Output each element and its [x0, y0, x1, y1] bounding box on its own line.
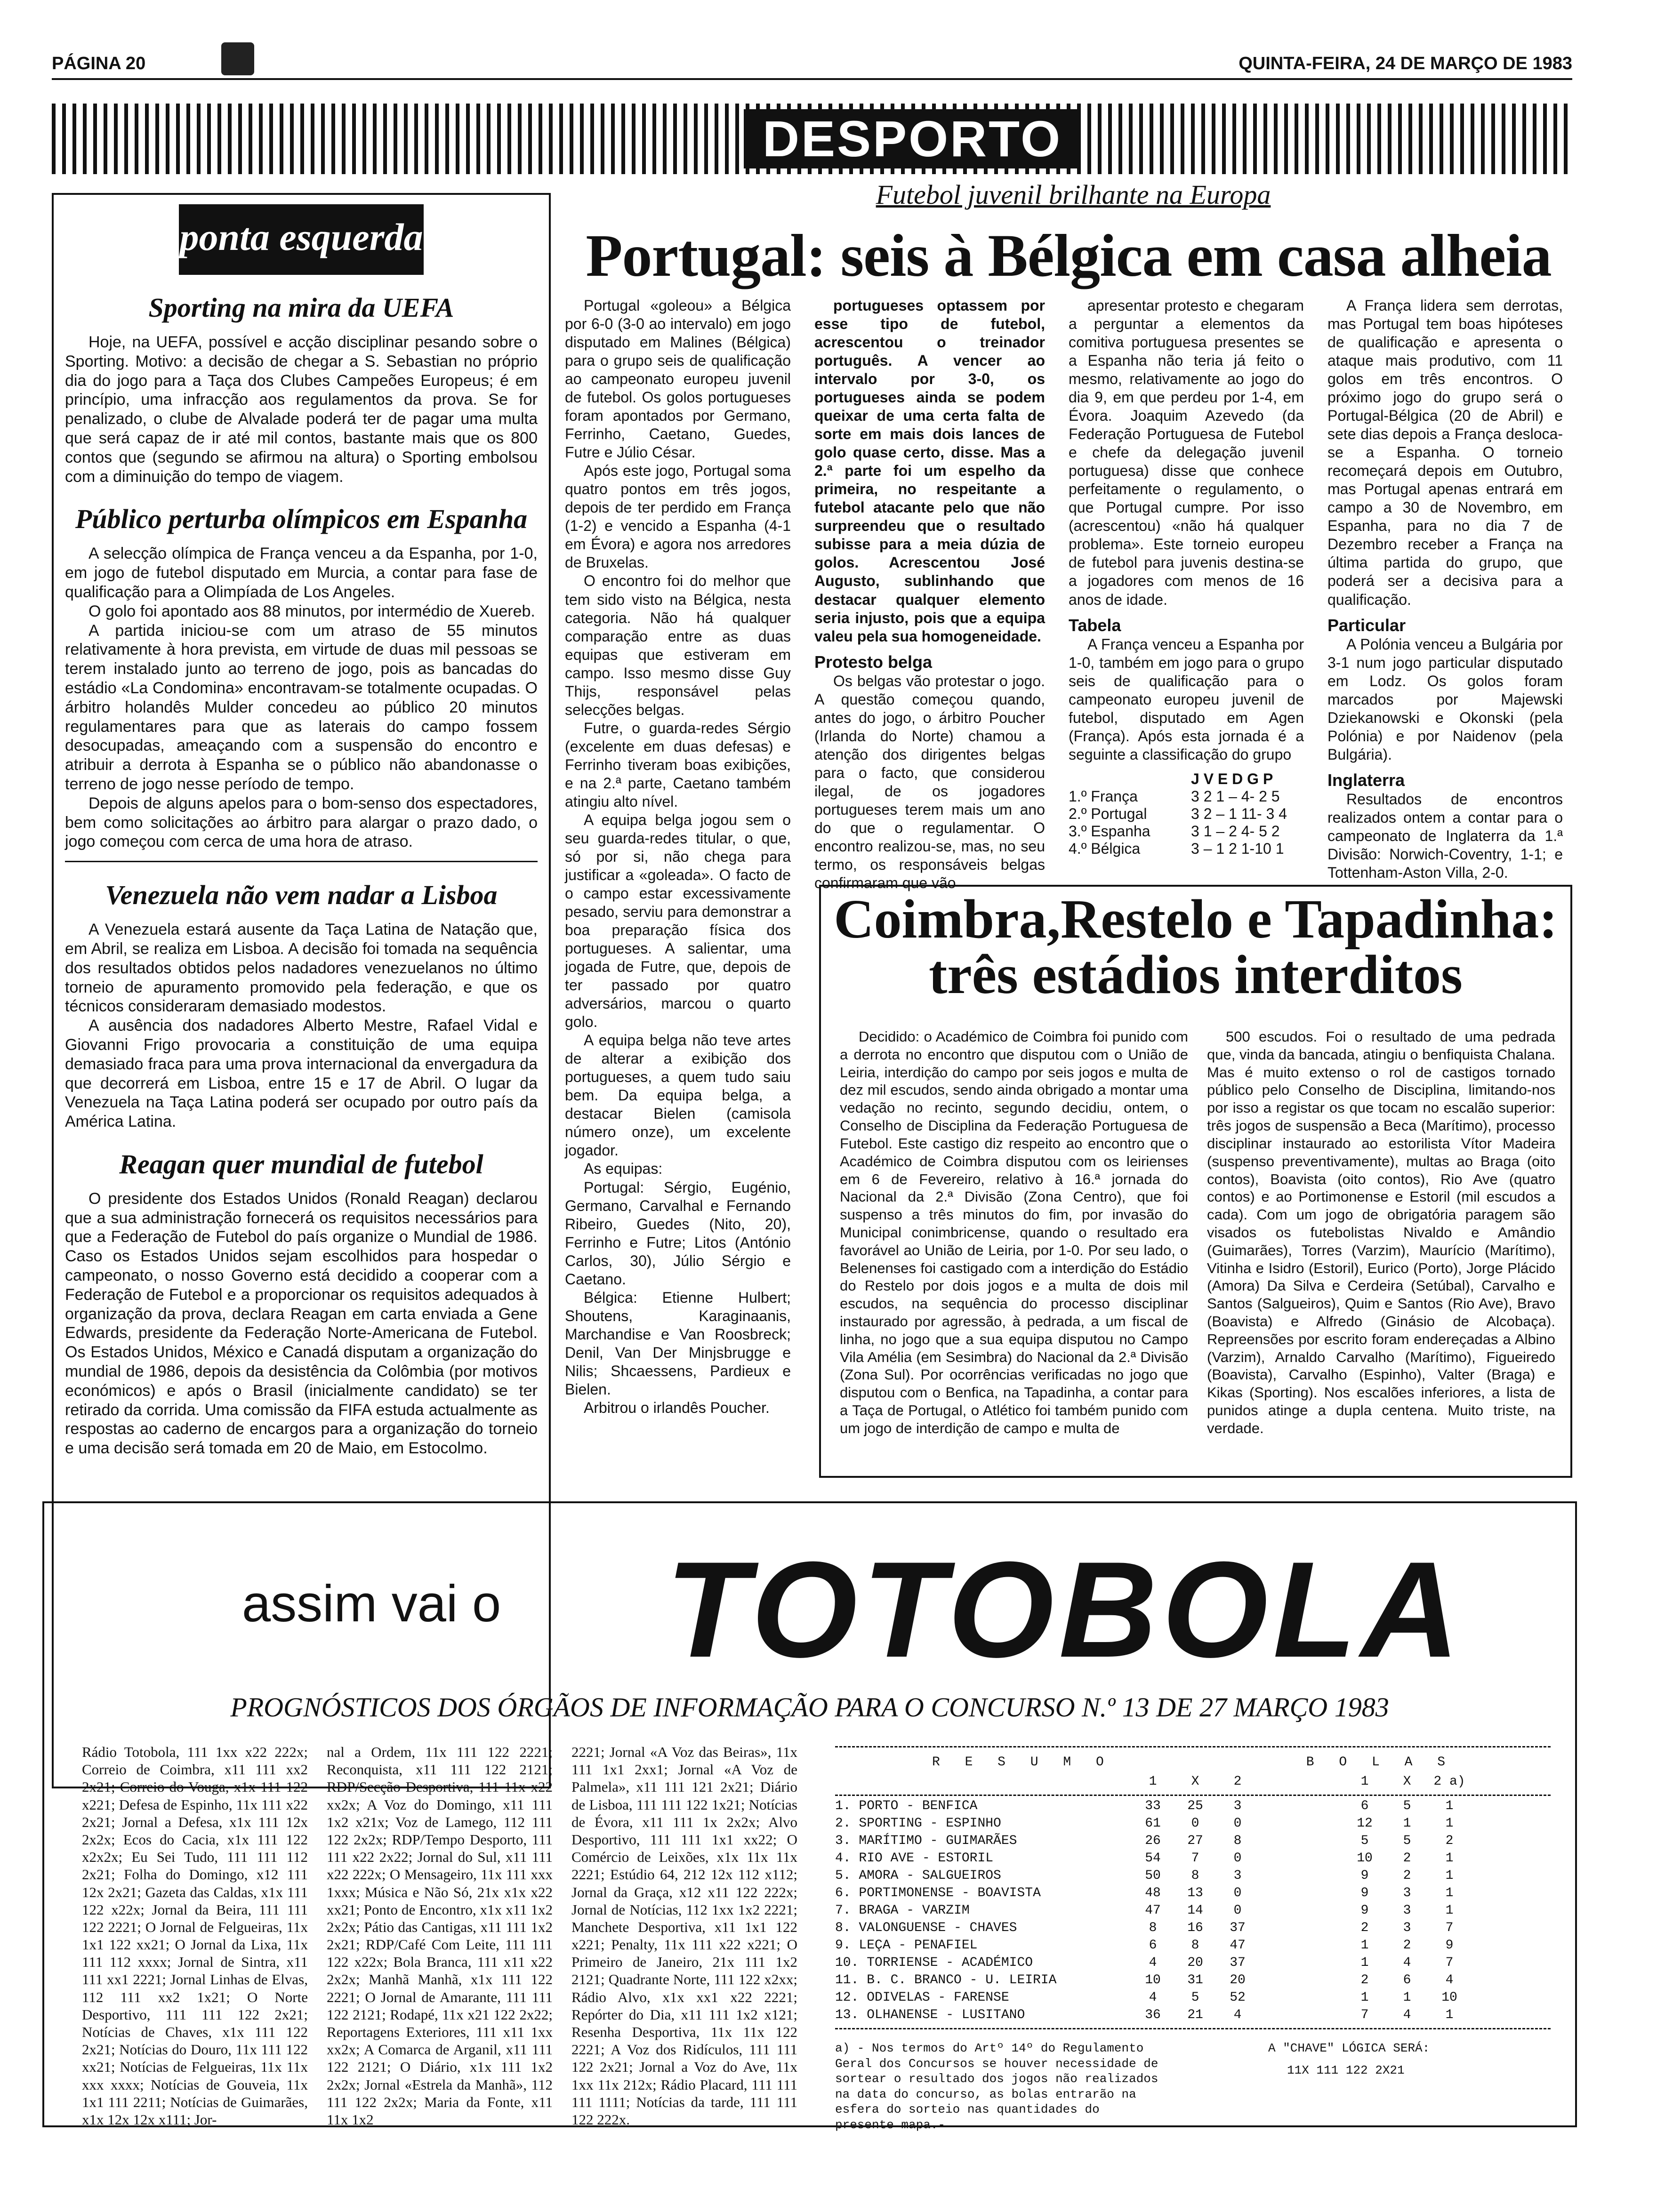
table-row: 1.º França 3 2 1 – 4- 2 5	[1069, 787, 1280, 805]
resumo-note: a) - Nos termos do Artº 14º do Regulamento Geral dos Concursos se houver necessidade de sortear o resultado dos jogos não realizados na data do concurso, as bolas entrarão na esfera do sorteio nas quantidades do presente mapa.-	[835, 2041, 1158, 2132]
paragraph: A partida iniciou-se com um atraso de 55 minutos relativamente à hora prevista, em virtude de duas mil pessoas se terem instalado junto ao terreno de jogo, pois as bancadas do estádio «La Condomina» encontravam-se totalmente ocupadas. O árbitro holandês Mulder concedeu ao público 20 minutos regulamentares para que as laterais do campo fossem desocupadas, ameaçando com a suspensão do encontro e atribuir a derrota à Espanha se o público não abandonasse o terreno de jogo nesse período de tempo.	[65, 621, 538, 793]
paragraph: Arbitrou o irlandês Poucher.	[584, 1399, 770, 1416]
page-header	[52, 52, 1572, 80]
coimbra-headline: Coimbra,Restelo e Tapadinha: três estádios interditos	[834, 888, 1558, 1005]
table-row: 2.º Portugal 3 2 – 1 11- 3 4	[1069, 805, 1287, 822]
resumo-row: 3. MARÍTIMO - GUIMARÃES 26 27 8 5 5 2	[835, 1834, 1454, 1848]
resumo-row: 6. PORTIMONENSE - BOAVISTA 48 13 0 9 3 1	[835, 1886, 1454, 1900]
resumo-row: 1. PORTO - BENFICA 33 25 3 6 5 1	[835, 1799, 1454, 1813]
article-body	[65, 333, 538, 486]
table-header: J V E D G P	[1191, 770, 1273, 787]
paragraph: A equipa belga jogou sem o seu guarda-redes titular, o que, só por si, não chega para justificar a «goleada». O facto de o campo estar excessivamente pesado, serviu para demonstrar a boa preparação física dos portugueses. A salientar, uma jogada de Futre, que, depois de ter passado por quatro adversários, marcou o quarto golo.	[565, 811, 791, 1031]
paragraph: Os belgas vão protestar o jogo. A questão começou quando, antes do jogo, o árbitro Poucher (Irlanda do Norte) chamou a atenção dos dirigentes belgas para o facto, que considerou ilegal, de os jogadores portugueses terem mais um ano do que o regulamentar. O encontro realizou-se, mas, no seu termo, os responsáveis belgas confirmaram que vão	[814, 672, 1045, 891]
article-title: Público perturba olímpicos em Espanha	[75, 504, 528, 535]
subheading: Inglaterra	[1327, 770, 1405, 790]
resumo-header: R E S U M O B O L A S	[932, 1755, 1454, 1770]
paragraph: A França venceu a Espanha por 1-0, também em jogo para o grupo seis de qualificação para o campeonato europeu juvenil de futebol, disputado em Agen (França). Após esta jornada é a seguinte a classificação do grupo	[1069, 635, 1304, 763]
coimbra-article-box	[819, 885, 1572, 1478]
paragraph: Bélgica: Etienne Hulbert; Shoutens, Karaginaanis, Marchandise e Van Roosbreck; Denil, Van Der Minjsbrugge e Nilis; Shcaessens, Pardieux e Bielen.	[565, 1289, 791, 1398]
subheading: Protesto belga	[814, 652, 933, 672]
article-title: Reagan quer mundial de futebol	[119, 1148, 483, 1179]
paragraph: A equipa belga não teve artes de alterar a exibição dos portugueses, a quem tudo saiu bem. Da equipa belga, a destacar Bielen (camisola número onze), um excelente jogador.	[565, 1032, 791, 1159]
resumo-row: 12. ODIVELAS - FARENSE 4 5 52 1 1 10	[835, 1990, 1457, 2005]
divider	[835, 2028, 1551, 2029]
resumo-rows	[835, 1799, 1551, 2025]
chave-block: A "CHAVE" LÓGICA SERÁ: 11X 111 122 2X21	[1268, 2041, 1430, 2077]
totobola-logo: TOTOBOLA	[666, 1533, 1464, 1686]
paragraph: A França lidera sem derrotas, mas Portugal tem boas hipóteses de qualificação e apresenta o ataque mais produtivo, com 11 golos em três encontros. O próximo jogo do grupo será o Portugal-Bélgica (20 de Abril) e sete dias depois a França desloca-se a Espanha. O torneio recomeçará depois em Outubro, mas Portugal apenas entrará em campo a 30 de Novembro, em Espanha, para no dia 7 de Dezembro receber a França na última partida do grupo, que poderá ser a decisiva para a qualificação.	[1327, 297, 1563, 608]
paragraph: A Polónia venceu a Bulgária por 3-1 num jogo particular disputado em Lodz. Os golos foram marcados por Majewski Dziekanowski e Okonski (pela Polónia) e por Naidenov (pela Bulgária).	[1327, 635, 1563, 763]
article-body	[65, 1189, 538, 1458]
article-column-1	[565, 297, 791, 1417]
resumo-row: 13. OLHANENSE - LUSITANO 36 21 4 7 4 1	[835, 2008, 1454, 2022]
resumo-row: 9. LEÇA - PENAFIEL 6 8 47 1 2 9	[835, 1938, 1454, 1953]
coimbra-column-1	[840, 1028, 1188, 1437]
totobola-subtitle: PROGNÓSTICOS DOS ÓRGÃOS DE INFORMAÇÃO PARA O CONCURSO N.º 13 DE 27 MARÇO 1983	[230, 1692, 1389, 1723]
prognostics-column-2: nal a Ordem, 11x 111 122 2221; Reconquista, x11 111 122 2121; RDP/Secção Desportiva, 111 11x x22 xx2x; A Voz do Domingo, x11 111 1x2 x21x; Voz de Lamego, 112 111 122 2x2x; RDP/Tempo Desporto, 111 111 x22 2x22; Jornal do Sul, x11 111 x22 222x; O Mensageiro, 11x 111 xxx 1xxx; Música e Não Só, 21x x1x x22 xx21; Ponto de Encontro, x1x x11 1x2 2x2x; Pátio das Cantigas, x11 111 1x2 2x21; RDP/Café Com Leite, 111 111 122 x22x; Bola Branca, 111 x11 x22 2x2x; Manhã Manhã, x1x 111 122 2221; O Jornal de Amarante, 111 111 122 2121; Rodapé, 11x x21 122 2x22; Reportagens Exteriores, 111 x11 1xx xx2x; A Comarca de Arganil, x11 111 122 2121; O Diário, x1x 111 1x2 2x2x; Jornal «Estrela da Manhã», 112 111 122 2x2x; Maria da Fonte, x11 11x 1x2	[327, 1744, 553, 2128]
article-headline: Portugal: seis à Bélgica em casa alheia	[586, 222, 1552, 289]
article-kicker: Futebol juvenil brilhante na Europa	[876, 179, 1271, 210]
paragraph: O golo foi apontado aos 88 minutos, por intermédio de Xuereb.	[88, 602, 535, 620]
article-column-4	[1327, 297, 1563, 882]
totobola-lead: assim vai o	[242, 1575, 501, 1633]
issue-date: QUINTA-FEIRA, 24 DE MARÇO DE 1983	[1239, 54, 1572, 73]
paragraph: As equipas:	[584, 1160, 663, 1178]
article-title: Venezuela não vem nadar a Lisboa	[105, 880, 498, 911]
subheading: Particular	[1327, 615, 1406, 635]
subheading: Tabela	[1069, 615, 1121, 635]
resumo-table	[835, 1743, 1551, 2132]
table-row: 4.º Bélgica 3 – 1 2 1-10 1	[1069, 840, 1284, 857]
paragraph: Após este jogo, Portugal soma quatro pontos em três jogos, depois de ter perdido em França (1-2) e vencido a Espanha (4-1 em Évora) e agora nos arredores de Bruxelas.	[565, 462, 791, 571]
divider	[65, 861, 538, 862]
column-logo: ponta esquerda	[179, 204, 424, 275]
article-column-2	[814, 297, 1045, 892]
table-row: 3.º Espanha 3 1 – 2 4- 5 2	[1069, 822, 1280, 840]
divider	[835, 1795, 1551, 1796]
resumo-row: 4. RIO AVE - ESTORIL 54 7 0 10 2 1	[835, 1851, 1454, 1866]
paragraph: O presidente dos Estados Unidos (Ronald Reagan) declarou que a sua administração fornecerá os requisitos necessários para que a Federação de Futebol do país organize o Mundial de 1986. Caso os Estados Unidos sejam escolhidos para hospedar o campeonato, o nosso Governo está decidido a cooperar com a Federação de Futebol e a proporcionar os requisitos adequados à organização da prova, declara Reagan em carta enviada a Gene Edwards, presidente da Federação Norte-Americana de Futebol. Os Estados Unidos, México e Canadá disputam a organização do mundial de 1986, depois da desistência da Colômbia (por motivos económicos) e após o Brasil (inicialmente candidato) se ter retirado da corrida. Uma comissão da FIFA estuda actualmente as respostas ao caderno de encargos para a organização do torneio e uma decisão será tomada em 20 de Maio, em Estocolmo.	[65, 1189, 538, 1458]
paragraph: portugueses optassem por esse tipo de futebol, acrescentou o treinador português. A vencer ao intervalo por 3-0, os portugueses ainda se podem queixar de uma certa falta de sorte em mais dois lances de golo quase certo, disse. Mas a 2.ª parte foi um espelho da primeira, no respeitante a futebol atacante pelo que não surpreendeu que o resultado subisse para a meia dúzia de golos. Acrescentou José Augusto, sublinhando que destacar qualquer elemento seria injusto, pois que a equipa valeu pela sua homogeneidade.	[814, 297, 1045, 645]
page-number: PÁGINA 20	[52, 54, 146, 73]
resumo-row: 8. VALONGUENSE - CHAVES 8 16 37 2 3 7	[835, 1921, 1454, 1935]
section-title: DESPORTO	[744, 109, 1081, 168]
resumo-row: 2. SPORTING - ESPINHO 61 0 0 12 1 1	[835, 1816, 1454, 1831]
paragraph: A ausência dos nadadores Alberto Mestre, Rafael Vidal e Giovanni Frigo provocaria a constituição de uma equipa demasiado fraca para uma prova internacional da envergadura da que decorrerá em Lisboa, entre 15 e 17 de Abril. O lugar da Venezuela na Taça Latina poderá ser ocupado por outro país da América Latina.	[65, 1017, 538, 1131]
article-body	[65, 544, 538, 851]
coimbra-column-2	[1207, 1028, 1555, 1437]
resumo-subheader: 1 X 2 1 X 2 a)	[1149, 1774, 1465, 1789]
prognostics-column-1: Rádio Totobola, 111 1xx x22 222x; Correio de Coimbra, x11 111 xx2 2x21; Correio do Vouga, x1x 111 122 x221; Defesa de Espinho, 11x 111 x22 2x21; Jornal a Defesa, x1x 111 12x 2x2x; Ecos do Cacia, x1x 111 122 x2x2x; Eu Sei Tudo, 111 111 112 2x21; Folha do Domingo, x12 111 12x 2x21; Gazeta das Caldas, x1x 111 122 x22x; Jornal da Beira, 111 111 122 2221; O Jornal de Felgueiras, 11x 1x1 122 xx21; O Jornal da Lixa, 11x 111 112 xxxx; Jornal de Sintra, x11 111 xx1 2221; Jornal Linhas de Elvas, 112 111 xx2 1x21; O Norte Desportivo, 111 111 122 2x21; Notícias de Chaves, x1x 111 122 2x21; Notícias do Douro, 11x 111 122 xx21; Notícias de Felgueiras, 11x 11x xxx xxxx; Notícias de Gouveia, 11x 1x1 111 2211; Notícias de Guimarães, x1x 12x 12x x111; Jor-	[82, 1744, 308, 2128]
resumo-row: 7. BRAGA - VARZIM 47 14 0 9 3 1	[835, 1903, 1454, 1918]
divider	[835, 1746, 1551, 1747]
paragraph: A Venezuela estará ausente da Taça Latina de Natação que, em Abril, se realiza em Lisboa. A decisão foi tomada na sequência dos resultados obtidos pelos nadadores venezuelanos no último torneio de apuramento promovido pela federação, e que os técnicos consideraram demasiado modestos.	[65, 921, 538, 1016]
paragraph: Decidido: o Académico de Coimbra foi punido com a derrota no encontro que disputou com o União de Leiria, interdição do campo por seis jogos e multa de dez mil escudos, sendo ainda obrigado a montar uma vedação no recinto, segundo decidiu, ontem, o Conselho de Disciplina da Federação Portuguesa de Futebol. Este castigo diz respeito ao encontro que o Académico de Coimbra disputou com os leirienses em 6 de Fevereiro, relativo à 16.ª jornada do Nacional da 2.ª Divisão (Zona Centro), que foi suspenso a três minutos do fim, por invasão do Municipal conimbricense, quando o resultado era favorável ao União de Leiria, por 1-0. Por seu lado, o Belenenses foi castigado com a interdição do Estádio do Restelo por dois jogos e a multa de dois mil escudos, na sequência do processo disciplinar instaurado por agressão, à pedrada, a um fiscal de linha, no jogo que a sua equipa disputou no Campo Vila Amélia (em Sesimbra) do Nacional da 2.ª Divisão (Zona Sul). Por ocorrências verificadas no jogo que disputou com o Benfica, na Tapadinha, a contar para a Taça de Portugal, o Atlético foi também punido com um jogo de interdição de campo e multa de	[840, 1028, 1188, 1436]
paragraph: Futre, o guarda-redes Sérgio (excelente em duas defesas) e Ferrinho tiveram boas exibições, e na 2.ª parte, Caetano também atingiu alto nível.	[565, 719, 791, 810]
paragraph: 500 escudos. Foi o resultado de uma pedrada que, vinda da bancada, atingiu o benfiquista Chalana. Mas é muito extenso o rol de castigos tornado público pelo Conselho de Disciplina, limitando-nos por isso a registar os que tocam no escalão superior: três jogos de suspensão a Beca (Marítimo), processo disciplinar instaurado ao estorilista Vítor Madeira (suspenso preventivamente), multas ao Braga (oito contos), Boavista (oito contos), Rio Ave (quatro contos) e ao Portimonense e Estoril (mil escudos a cada). Com um jogo de obrigatória paragem são visados os futebolistas Nivaldo e Amândio (Guimarães), Torres (Varzim), Maurício (Marítimo), Vitinha e Isidro (Estoril), Eurico (Porto), Jorge Plácido (Amora) Da Silva e Cerdeira (Setúbal), Carvalho e Santos (Salgueiros), Quim e Santos (Rio Ave), Bravo (Boavista) e Alfredo (Ginásio de Alcobaça). Repreensões por escrito foram endereçadas a Albino (Varzim), Arnaldo Carvalho (Marítimo), Figueiredo (Boavista), Carvalho (Espinho), Valter (Braga) e Kikas (Sporting). Nos escalões inferiores, a lista de punidos atinge a dupla centena. Muito triste, na verdade.	[1207, 1028, 1555, 1436]
prognostics-column-3: 2221; Jornal «A Voz das Beiras», 11x 111 1x1 2xx1; Jornal «A Voz de Palmela», x11 111 121 2x21; Diário de Lisboa, 111 111 122 1x21; Notícias de Évora, x11 111 1x 2x2x; Alvo Desportivo, 111 111 1x1 xx22; O Comércio de Leixões, x1x 11x 11x 2221; Estúdio 64, 212 12x 112 x112; Jornal da Graça, x12 x11 122 222x; Jornal de Notícias, 112 1xx 1x2 2221; Manchete Desportiva, x11 1x1 122 x221; Penalty, 11x 111 x22 x221; O Primeiro de Janeiro, 21x 111 1x2 2121; Quadrante Norte, 111 122 x2xx; Rádio Alvo, x1x xx1 x22 2221; Repórter do Dia, x11 111 1x2 x121; Resenha Desportiva, 11x 11x 122 2221; A Voz dos Ridículos, 111 111 122 2x21; Jornal a Voz do Ave, 11x 1xx 11x 212x; Rádio Placard, 111 111 111 1111; Notícias da tarde, 111 111 122 222x.	[571, 1744, 797, 2128]
paragraph: Resultados de encontros realizados ontem a contar para o campeonato de Inglaterra da 1.ª Divisão: Norwich-Coventry, 1-1; e Tottenham-Aston Villa, 2-0.	[1327, 790, 1563, 881]
classification-table	[1069, 770, 1304, 858]
paragraph: apresentar protesto e chegaram a perguntar a elementos da comitiva portuguesa presentes se a Espanha não teria já feito o mesmo, relativamente ao jogo do dia 9, em que perdeu por 1-4, em Évora. Joaquim Azevedo (da Federação Portuguesa de Futebol e chefe da delegação juvenil portuguesa) disse que conhece perfeitamente o regulamento, o que Portugal cumpre. Por isso (acrescentou) «não há qualquer problema». Este torneio europeu de futebol para juvenis destina-se a jogadores com menos de 16 anos de idade.	[1069, 297, 1304, 608]
article-body	[65, 920, 538, 1131]
article-title: Sporting na mira da UEFA	[148, 292, 454, 323]
paragraph: Depois de alguns apelos para o bom-senso dos espectadores, bem como solicitações ao árbitro para alargar o prazo dado, o jogo começou com cerca de uma hora de atraso.	[65, 794, 538, 851]
paragraph: Portugal «goleou» a Bélgica por 6-0 (3-0 ao intervalo) em jogo disputado em Malines (Bélgica) para o grupo seis de qualificação ao campeonato europeu juvenil de futebol. Os golos portugueses foram apontados por Germano, Ferrinho, Caetano, Guedes, Futre e Júlio César.	[565, 297, 791, 461]
section-banner	[52, 104, 1572, 174]
paragraph: O encontro foi do melhor que tem sido visto na Bélgica, nesta categoria. Não há qualquer comparação entre as duas equipas que estiveram em campo. Isso mesmo disse Guy Thijs, responsável pelas selecções belgas.	[565, 572, 791, 718]
newspaper-logo-icon	[221, 42, 254, 75]
paragraph: A selecção olímpica de França venceu a da Espanha, por 1-0, em jogo de futebol disputado em Murcia, a contar para fase de qualificação para a Olimpíada de Los Angeles.	[65, 545, 538, 601]
totobola-box	[42, 1501, 1577, 2132]
resumo-row: 5. AMORA - SALGUEIROS 50 8 3 9 2 1	[835, 1868, 1454, 1883]
resumo-row: 10. TORRIENSE - ACADÉMICO 4 20 37 1 4 7	[835, 1956, 1454, 1970]
article-column-3	[1069, 297, 1304, 858]
paragraph: Portugal: Sérgio, Eugénio, Germano, Carvalhal e Fernando Ribeiro, Guedes (Nito, 20), Ferrinho e Futre; Litos (António Carlos, 30), Júlio Sérgio e Caetano.	[565, 1178, 791, 1288]
resumo-row: 11. B. C. BRANCO - U. LEIRIA 10 31 20 2 6 4	[835, 1973, 1454, 1988]
paragraph: Hoje, na UEFA, possível e acção disciplinar pesando sobre o Sporting. Motivo: a decisão de chegar a S. Sebastian no próprio dia do jogo para a Taça dos Clubes Campeões Europeus; é em princípio, uma infracção aos regulamentos da prova. Se for penalizado, o clube de Alvalade poderá ter de pagar uma multa que será capaz de ir até mil contos, bastante mais que os 800 contos que (segundo se afirmou na altura) o Sporting embolsou com a diminuição do tempo de viagem.	[65, 333, 538, 486]
